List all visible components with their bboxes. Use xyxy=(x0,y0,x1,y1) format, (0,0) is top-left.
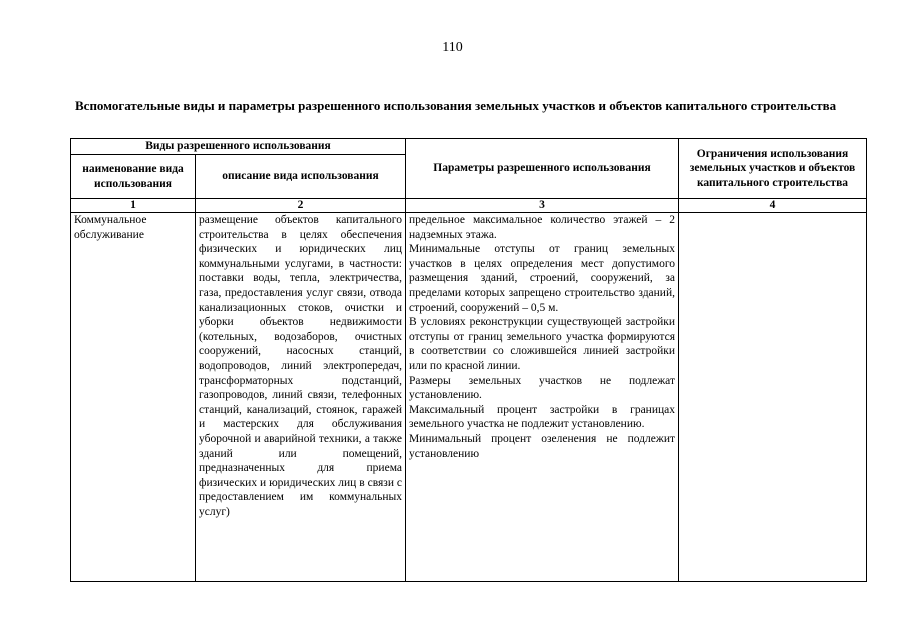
parameters-cell xyxy=(406,213,679,582)
column-number: 2 xyxy=(196,199,406,213)
header-permitted-use-types: Виды разрешенного использования xyxy=(71,139,406,155)
page-number: 110 xyxy=(442,40,463,55)
column-number: 3 xyxy=(406,199,679,213)
restrictions-cell xyxy=(679,213,867,582)
parameter-paragraph: В условиях реконструкции существующей застройки отступы от границ земельного участка формируются в соответствии со сложившейся линией застройки или по красной линии. xyxy=(409,316,675,372)
document-title: Вспомогательные виды и параметры разрешенного использования земельных участков и объектов капитального строительства xyxy=(75,98,837,113)
parameter-paragraph: Минимальный процент озеленения не подлежит установлению xyxy=(409,432,675,460)
parameter-paragraph: Максимальный процент застройки в границах земельного участка не подлежит установлению. xyxy=(409,403,675,431)
parameter-paragraph: Размеры земельных участков не подлежат установлению. xyxy=(409,374,675,402)
column-number-row xyxy=(71,199,867,213)
header-usage-parameters: Параметры разрешенного использования xyxy=(406,139,679,199)
header-usage-restrictions: Ограничения использования земельных участков и объектов капитального строительства xyxy=(679,139,867,199)
column-number: 4 xyxy=(679,199,867,213)
parameter-paragraph: Минимальные отступы от границ земельных участков в целях определения мест допустимого размещения зданий, строений, сооружений, за пределами которых запрещено строительство зданий, строений, сооружений – 0,5 м. xyxy=(409,243,675,314)
table-row xyxy=(71,213,867,582)
use-name-cell: Коммунальное обслуживание xyxy=(71,213,196,582)
use-description-cell: размещение объектов капитального строительства в целях обеспечения физических и юридических лиц коммунальными услугами, в частности: поставки воды, тепла, электричества, газа, предоставления услуг связи, отвода канализационных стоков, очистки и уборки объектов недвижимости (котельных, водозаборов, очистных сооружений, насосных станций, водопроводов, линий электропередач, трансформаторных подстанций, газопроводов, линий связи, телефонных станций, канализаций, стоянок, гаражей и мастерских для обслуживания уборочной и аварийной техники, а также зданий или помещений, предназначенных для приема физических и юридических лиц в связи с предоставлением им коммунальных услуг) xyxy=(196,213,406,582)
parameter-paragraph: предельное максимальное количество этажей – 2 надземных этажа. xyxy=(409,214,675,241)
land-use-table xyxy=(70,138,867,582)
column-number: 1 xyxy=(71,199,196,213)
header-use-name: наименование вида использования xyxy=(71,155,196,199)
header-use-description: описание вида использования xyxy=(196,155,406,199)
